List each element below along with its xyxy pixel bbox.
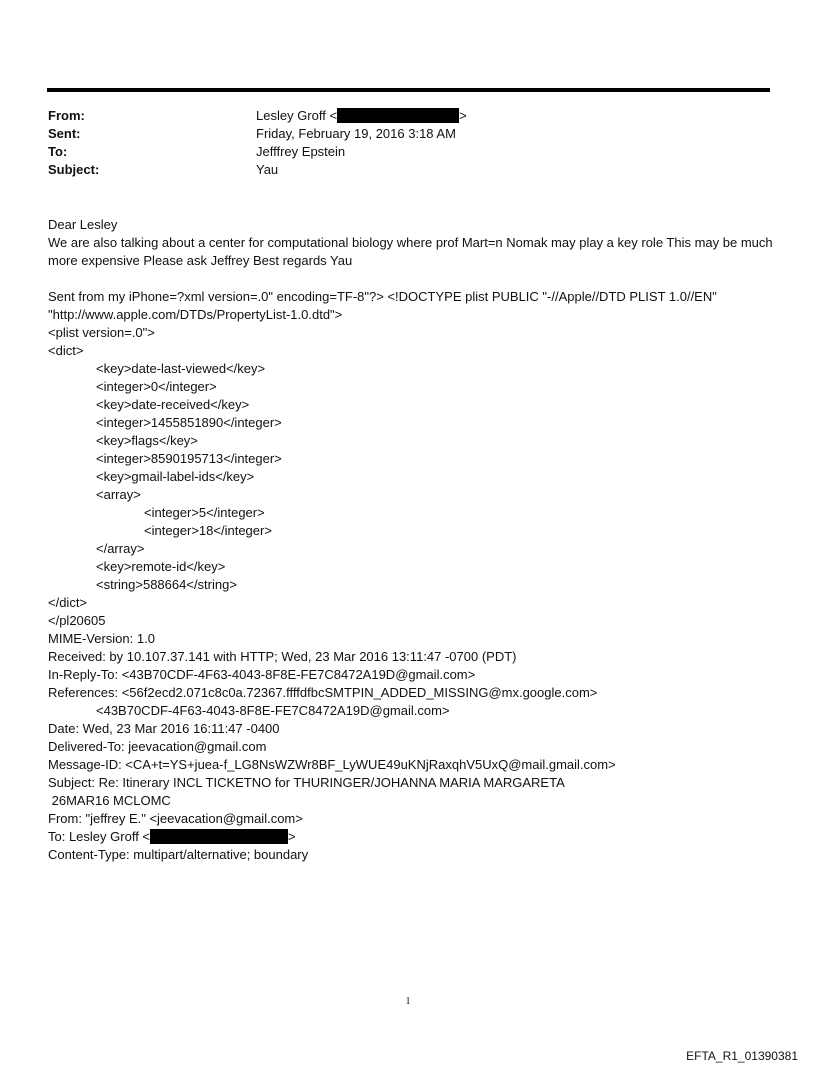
plist-line: <key>gmail-label-ids</key> — [96, 469, 255, 484]
redaction-box — [150, 829, 288, 844]
to-label: To: — [48, 144, 68, 159]
message-id-header: Message-ID: <CA+t=YS+juea-f_LG8NsWZWr8BF_LyWUE49uKNjRaxqhV5UxQ@mail.gmail.com> — [48, 757, 616, 772]
header-rule — [47, 88, 770, 92]
plist-line: <integer>18</integer> — [144, 523, 272, 538]
subject-header-cont: 26MAR16 MCLOMC — [48, 793, 171, 808]
plist-line: <integer>8590195713</integer> — [96, 451, 282, 466]
subject-label: Subject: — [48, 162, 100, 177]
greeting: Dear Lesley — [48, 217, 118, 232]
plist-line: "http://www.apple.com/DTDs/PropertyList-1.0.dtd"> — [48, 307, 343, 322]
plist-line: <plist version=.0"> — [48, 325, 155, 340]
from-row — [48, 107, 768, 125]
plist-line: <key>date-last-viewed</key> — [96, 361, 266, 376]
page-number: 1 — [405, 996, 411, 1007]
references-header: References: <56f2ecd2.071c8c0a.72367.ffffdfbcSMTPIN_ADDED_MISSING@mx.google.com> — [48, 685, 598, 700]
document-id: EFTA_R1_01390381 — [686, 1049, 798, 1063]
redaction-box — [337, 108, 459, 123]
email-body — [48, 216, 773, 864]
sent-row — [48, 125, 768, 143]
plist-line: <key>flags</key> — [96, 433, 198, 448]
from-open-bracket: < — [329, 108, 338, 123]
from-label: From: — [48, 108, 85, 123]
sent-value: Friday, February 19, 2016 3:18 AM — [256, 126, 456, 141]
from-header: From: "jeffrey E." <jeevacation@gmail.com> — [48, 811, 303, 826]
plist-line: Sent from my iPhone=?xml version=.0" encoding=TF-8"?> <!DOCTYPE plist PUBLIC "-//Apple//DTD PLIST 1.0//EN" — [48, 289, 717, 304]
subject-header: Subject: Re: Itinerary INCL TICKETNO for THURINGER/JOHANNA MARIA MARGARETA — [48, 775, 565, 790]
received-header: Received: by 10.107.37.141 with HTTP; Wed, 23 Mar 2016 13:11:47 -0700 (PDT) — [48, 649, 517, 664]
plist-line: <key>date-received</key> — [96, 397, 250, 412]
email-header — [48, 107, 768, 179]
mime-header: MIME-Version: 1.0 — [48, 631, 155, 646]
plist-line: <integer>0</integer> — [96, 379, 217, 394]
plist-line: <key>remote-id</key> — [96, 559, 226, 574]
sent-label: Sent: — [48, 126, 81, 141]
to-header-prefix: To: Lesley Groff < — [48, 829, 151, 844]
subject-value: Yau — [256, 162, 279, 177]
spacer — [48, 270, 773, 288]
subject-row — [48, 161, 768, 179]
from-close-bracket: > — [459, 108, 467, 123]
from-name: Lesley Groff — [256, 108, 326, 123]
plist-line: <string>588664</string> — [96, 577, 237, 592]
in-reply-to-header: In-Reply-To: <43B70CDF-4F63-4043-8F8E-FE7C8472A19D@gmail.com> — [48, 667, 476, 682]
message-text: We are also talking about a center for computational biology where prof Mart=n Nomak may play a key role This may be much more expensive Please ask Jeffrey Best regards Yau — [48, 235, 773, 268]
content-type-header: Content-Type: multipart/alternative; boundary — [48, 847, 309, 862]
plist-line: </dict> — [48, 595, 88, 610]
date-header: Date: Wed, 23 Mar 2016 16:11:47 -0400 — [48, 721, 280, 736]
plist-line: <dict> — [48, 343, 84, 358]
plist-line: <integer>1455851890</integer> — [96, 415, 282, 430]
delivered-to-header: Delivered-To: jeevacation@gmail.com — [48, 739, 267, 754]
plist-line: </pl20605 — [48, 613, 106, 628]
plist-line: <integer>5</integer> — [144, 505, 265, 520]
from-value — [256, 107, 768, 125]
to-row — [48, 143, 768, 161]
to-header-suffix: > — [288, 829, 296, 844]
to-header — [48, 828, 773, 846]
plist-line: <array> — [96, 487, 141, 502]
to-value: Jefffrey Epstein — [256, 144, 346, 159]
references-header-cont: <43B70CDF-4F63-4043-8F8E-FE7C8472A19D@gmail.com> — [96, 703, 450, 718]
plist-line: </array> — [96, 541, 145, 556]
